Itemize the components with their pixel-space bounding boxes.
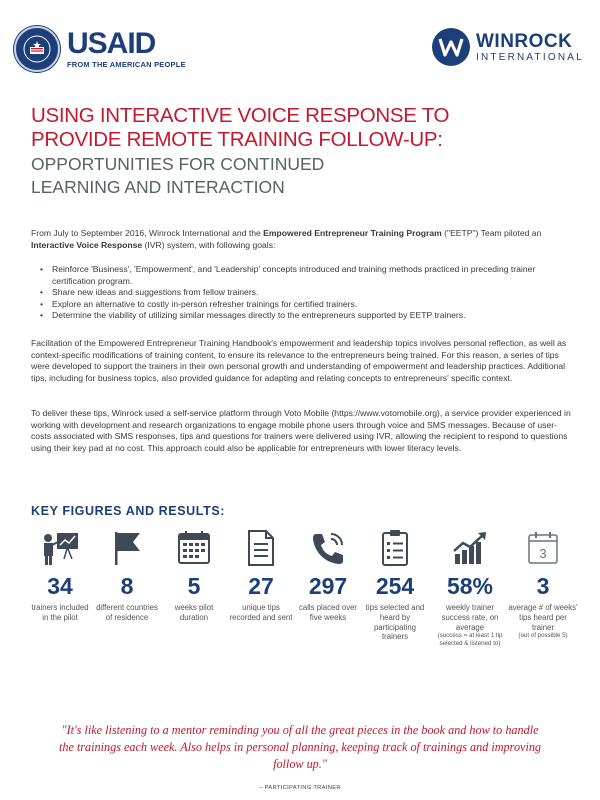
usaid-tagline: FROM THE AMERICAN PEOPLE [67,60,186,69]
stat-tips-heard [363,526,427,642]
usaid-logo [14,26,186,72]
stat-label: unique tips recorded and sent [229,603,293,622]
intro-text-1: From July to September 2016, Winrock International and the [31,228,264,238]
stat-label: tips selected and heard by participating trainers [365,603,425,642]
goal-item: • Reinforce 'Business', 'Empowerment', and 'Leadership' concepts introduced and training methods practiced in preceding trainer certification program. [40,264,570,287]
calendar-3-icon [508,526,578,570]
goal-item: • Explore an alternative to costly in-person refresher trainings for certified trainers. [40,299,570,311]
stat-label: weeks pilot duration [174,603,214,622]
calendar-number: 3 [539,546,547,561]
growth-chart-icon [433,526,507,570]
stat-countries [95,526,159,623]
stat-trainers [28,526,92,623]
intro-bold-program: Empowered Entrepreneur Training Program [263,228,442,238]
checklist-icon [363,526,427,570]
page-title [31,104,581,198]
stat-weeks [162,526,226,623]
key-figures-row [28,526,588,666]
intro-bold-ivr: Interactive Voice Response [31,239,143,250]
intro-paragraph [31,228,576,251]
document-icon [229,526,293,570]
stat-note: (success = at least 1 tip selected & listened to) [437,632,503,648]
subtitle-line-1: OPPORTUNITIES FOR CONTINUED [31,154,325,174]
stat-avg-weeks [508,526,578,640]
stat-value: 5 [187,573,201,599]
winrock-subtitle: INTERNATIONAL [476,51,584,63]
key-figures-heading: KEY FIGURES AND RESULTS: [31,504,226,518]
subtitle-line-2: LEARNING AND INTERACTION [31,177,285,197]
title-line-1: USING INTERACTIVE VOICE RESPONSE TO [31,104,450,127]
winrock-w-icon [432,28,470,66]
stat-calls [296,526,360,623]
stat-note: (out of possible 5) [518,632,568,640]
testimonial-quote: "It's like listening to a mentor reminding you of all the great pieces in the book and how to handle the trainings each week. Also helps in personal planning, keeping track of trainings and improving follow up." [58,723,542,771]
stat-label: calls placed over five weeks [298,603,358,622]
usaid-seal-icon [14,26,60,72]
stat-success-rate [433,526,507,648]
title-line-2: PROVIDE REMOTE TRAINING FOLLOW-UP: [31,128,443,151]
winrock-logo [432,28,584,66]
stat-value: 8 [120,573,134,599]
stat-label: trainers included in the pilot [31,603,89,622]
delivery-paragraph: To deliver these tips, Winrock used a self-service platform through Voto Mobile (https://www.votomobile.org), a service provider experienced in working with development and research organizations to engage mobile phone users through voice and SMS messages. Because of user-costs associated with SMS responses, tips and questions for trainers were delivered using IVR, allowing the recipient to respond to questions using their key pad at no cost. This approach could also be applicable for entrepreneurs with lower literacy levels. [31,408,571,453]
intro-text-3: (IVR) system, with following goals: [142,239,276,250]
goals-list [40,264,570,322]
quote-attribution: – PARTICIPATING TRAINER [259,785,341,791]
stat-label: average # of weeks' tips heard per trainer [508,603,578,632]
goal-item: • Share new ideas and suggestions from fellow trainers. [40,287,570,299]
stat-value: 297 [308,573,348,599]
usaid-wordmark: USAID [67,27,156,60]
stat-label: different countries of residence [96,603,158,622]
stat-label: weekly trainer success rate, on average [441,603,499,632]
stat-value: 58% [446,573,494,599]
intro-text-2: ("EETP") Team piloted an [441,228,542,238]
calendar-grid-icon [162,526,226,570]
stat-value: 34 [47,573,73,599]
stat-value: 254 [375,573,415,599]
facilitation-paragraph: Facilitation of the Empowered Entrepreneur Training Handbook's empowerment and leadership topics involves personal reflection, as well as context-specific modifications of training content, to ensure its relevance to the entrepreneurs being trained. For this reason, a series of tips were developed to support the trainers in their own personal growth and understanding of empowerment and leadership practices. Additional tips, including for business topics, also provided guidance for adapting and relating concepts to entrepreneurs' specific context. [31,338,567,383]
flag-icon [95,526,159,570]
stat-tips [229,526,293,623]
phone-icon [296,526,360,570]
header [0,0,600,90]
winrock-wordmark: WINROCK [476,30,573,52]
goal-item: • Determine the viability of utilizing similar messages directly to the entrepreneurs supported by EETP trainers. [40,310,570,322]
presenter-icon [28,526,92,570]
stat-value: 27 [248,573,274,599]
stat-value: 3 [536,573,550,599]
